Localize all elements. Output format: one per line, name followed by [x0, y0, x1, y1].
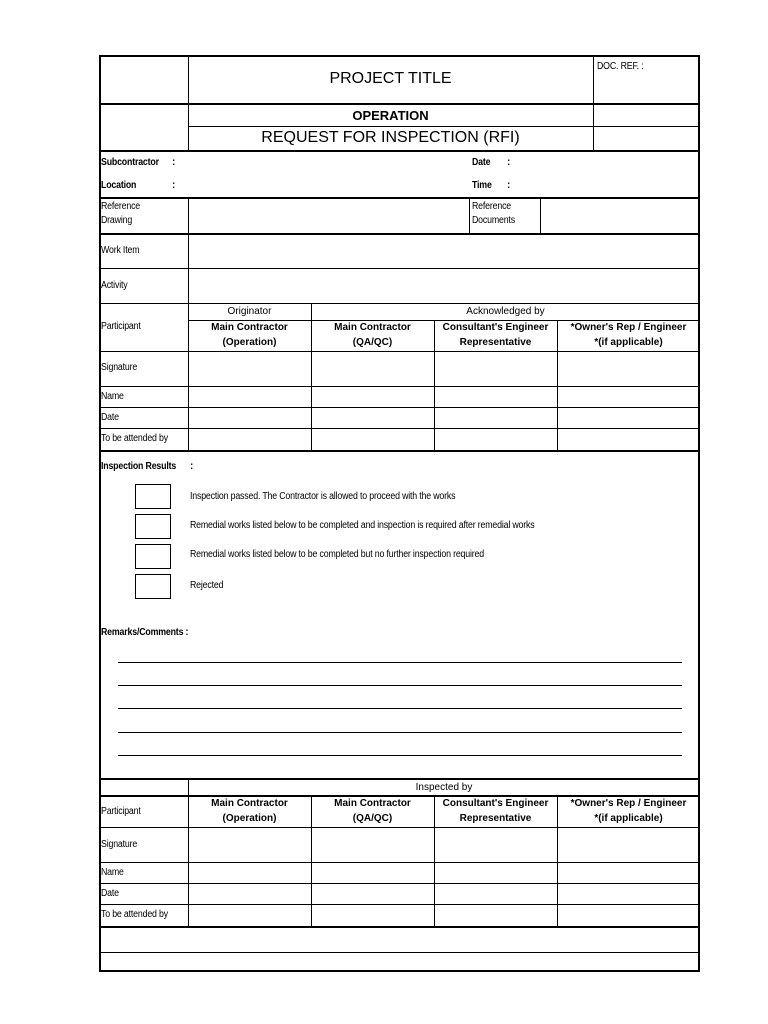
pb-col3-b: Representative: [459, 813, 532, 824]
reference-drawing-field[interactable]: [189, 199, 469, 233]
doc-ref-label: DOC. REF. :: [597, 61, 644, 72]
originator-label: Originator: [227, 306, 272, 317]
pb-col4-a: *Owner's Rep / Engineer: [570, 798, 687, 809]
option-rejected: Rejected: [190, 580, 224, 591]
attended-label: To be attended by: [101, 433, 168, 444]
location-colon: :: [172, 180, 176, 191]
pb-participant-label: Participant: [101, 806, 141, 817]
form-title: REQUEST FOR INSPECTION (RFI): [261, 129, 520, 146]
activity-field[interactable]: [189, 269, 698, 302]
subcontractor-colon: :: [172, 157, 176, 168]
pt-h3: [99, 386, 700, 387]
pb-attended-label: To be attended by: [101, 909, 168, 920]
pb-col1-a: Main Contractor: [211, 798, 288, 809]
reference-drawing-label-1: Reference: [101, 201, 141, 212]
date-label: Date: [472, 157, 491, 168]
reference-documents-label-2: Documents: [472, 215, 515, 226]
remarks-line-1[interactable]: [118, 662, 682, 663]
pb-col2-a: Main Contractor: [334, 798, 411, 809]
header-line-1: [99, 103, 700, 105]
project-title: PROJECT TITLE: [329, 70, 452, 87]
activity-line: [99, 303, 700, 304]
operation-label: OPERATION: [352, 108, 429, 123]
inspected-by-label: Inspected by: [415, 782, 473, 793]
pb-h4: [99, 883, 700, 884]
pt-h5: [99, 428, 700, 429]
pb-date-label: Date: [101, 888, 119, 899]
time-label: Time: [472, 180, 492, 191]
pb-h7: [99, 952, 700, 953]
remarks-label: Remarks/Comments :: [101, 627, 189, 638]
pb-h1: [99, 795, 700, 797]
option-remedial-no-reinspect: Remedial works listed below to be completed but no further inspection required: [190, 549, 484, 560]
header-line-3: [99, 150, 700, 152]
pb-name-label: Name: [101, 867, 124, 878]
pb-h6: [99, 926, 700, 928]
pb-h0: [99, 778, 700, 780]
pb-col3-a: Consultant's Engineer: [442, 798, 549, 809]
row-date-label: Date: [101, 412, 119, 423]
pb-h3: [99, 862, 700, 863]
inspection-results-colon: :: [190, 461, 194, 472]
pb-col2-b: (QA/QC): [352, 813, 393, 824]
pt-col3-b: Representative: [459, 337, 532, 348]
checkbox-remedial-no-reinspect[interactable]: [135, 544, 171, 569]
pt-col1-b: (Operation): [222, 337, 277, 348]
work-item-field[interactable]: [189, 235, 698, 267]
remarks-line-2[interactable]: [118, 685, 682, 686]
reference-documents-field[interactable]: [541, 199, 698, 233]
pb-signature-label: Signature: [101, 839, 138, 850]
pb-h5: [99, 904, 700, 905]
activity-label: Activity: [101, 280, 128, 291]
pt-h1: [188, 320, 700, 321]
inspection-results-label: Inspection Results: [101, 461, 177, 472]
pb-col1-b: (Operation): [222, 813, 277, 824]
date-colon: :: [507, 157, 511, 168]
pt-col2-a: Main Contractor: [334, 322, 411, 333]
location-label: Location: [101, 180, 137, 191]
checkbox-remedial-reinspect[interactable]: [135, 514, 171, 539]
checkbox-passed[interactable]: [135, 484, 171, 509]
remarks-line-3[interactable]: [118, 708, 682, 709]
pt-h4: [99, 407, 700, 408]
pb-h2: [99, 827, 700, 828]
pb-col4-b: *(if applicable): [594, 813, 663, 824]
work-item-label: Work Item: [101, 245, 140, 256]
time-colon: :: [507, 180, 511, 191]
acknowledged-by-label: Acknowledged by: [466, 306, 545, 317]
pt-col1-a: Main Contractor: [211, 322, 288, 333]
option-passed: Inspection passed. The Contractor is allowed to proceed with the works: [190, 491, 456, 502]
header-line-2: [188, 126, 700, 127]
remarks-line-4[interactable]: [118, 732, 682, 733]
pt-h6: [99, 450, 700, 452]
pt-col4-b: *(if applicable): [594, 337, 663, 348]
pt-col4-a: *Owner's Rep / Engineer: [570, 322, 687, 333]
pt-col3-a: Consultant's Engineer: [442, 322, 549, 333]
reference-drawing-label-2: Drawing: [101, 215, 133, 226]
signature-label: Signature: [101, 362, 138, 373]
pt-h2: [99, 351, 700, 352]
checkbox-rejected[interactable]: [135, 574, 171, 599]
reference-documents-label-1: Reference: [472, 201, 512, 212]
remarks-line-5[interactable]: [118, 755, 682, 756]
subcontractor-label: Subcontractor: [101, 157, 159, 168]
outer-frame: [99, 55, 700, 972]
pt-col2-b: (QA/QC): [352, 337, 393, 348]
ref-divider-2: [469, 197, 470, 234]
option-remedial-reinspect: Remedial works listed below to be completed and inspection is required after remedial works: [190, 520, 535, 531]
participant-label: Participant: [101, 321, 141, 332]
name-label: Name: [101, 391, 124, 402]
